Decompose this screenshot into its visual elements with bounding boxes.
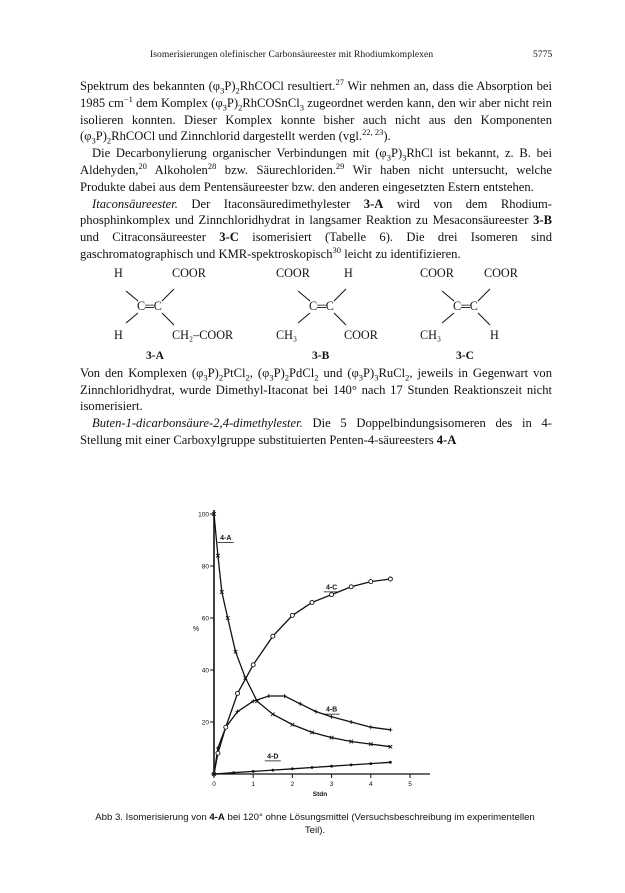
paragraph-4 — [80, 365, 552, 415]
compound-ref: 3-A — [363, 196, 384, 211]
subscript: 2 — [314, 372, 319, 383]
data-point-4-b — [330, 715, 334, 719]
text-run: Wir nehmen an, dass die Absorption bei 1985 cm — [80, 79, 553, 110]
text-run: RhCOCl resultiert. — [239, 79, 336, 93]
data-point-4-c — [290, 613, 294, 617]
citation: 29 — [335, 160, 345, 171]
x-axis-label: Stdn — [312, 791, 328, 798]
page-number: 5775 — [533, 50, 553, 60]
text-run: Von den Komplexen (φ — [80, 365, 204, 380]
data-point-4-d — [389, 761, 392, 764]
data-point-4-c — [236, 691, 240, 695]
text-run: und (φ — [318, 365, 359, 380]
series-line-4-c — [214, 579, 390, 774]
struct-a-bottom-right: CH₂–COOR — [172, 327, 234, 342]
text-run: , (φ — [249, 365, 270, 380]
text-run: P) — [226, 95, 239, 110]
data-point-4-c — [388, 577, 392, 581]
compound-ref: 3-C — [219, 230, 239, 245]
compound-ref: 3-B — [533, 213, 552, 228]
y-tick-label: 60 — [201, 615, 209, 623]
subscript: 2 — [245, 372, 250, 383]
text-run: Alkoholen — [146, 162, 208, 177]
x-tick-label: 1 — [251, 781, 256, 788]
data-point-4-c — [310, 600, 314, 604]
subscript: 3 — [91, 135, 96, 146]
text-run: Der Itaconsäuredimethylester — [177, 196, 364, 211]
subscript: 3 — [358, 372, 364, 383]
citation: 27 — [335, 76, 344, 87]
data-point-4-d — [252, 770, 255, 773]
y-tick-label: 20 — [201, 719, 209, 727]
text-run: leicht zu identifizieren. — [341, 246, 461, 261]
struct-b-label: 3-B — [312, 349, 330, 362]
y-tick-label: 40 — [201, 667, 209, 675]
struct-b-bottom-right: COOR — [344, 327, 378, 342]
isomerization-chart — [190, 500, 450, 805]
text-run: isomerisiert (Tabelle 6). Die drei Isomeren sind gaschromatographisch und KMR-spektroskopisch — [80, 230, 552, 261]
x-tick-label: 5 — [408, 781, 412, 788]
citation: 22, 23 — [362, 127, 384, 138]
data-point-4-b — [349, 720, 353, 724]
data-point-4-d — [330, 765, 333, 768]
data-point-4-d — [311, 766, 314, 769]
text-run: PtCl — [223, 365, 246, 380]
data-point-4-c — [330, 593, 334, 597]
text-run: RhCl ist bekannt, z. B. bei Aldehyden, — [80, 146, 552, 177]
data-point-4-c — [349, 585, 353, 589]
series-label-4-c: 4-C — [325, 584, 338, 592]
data-point-4-c — [369, 580, 373, 584]
data-point-4-c — [216, 751, 220, 755]
text-run: Die Decarbonylierung organischer Verbindungen mit (φ — [92, 146, 387, 161]
subscript: 3 — [402, 152, 407, 163]
caption-text: Abb 3. Isomerisierung von — [95, 812, 210, 823]
section-heading: Itaconsäureester. — [92, 196, 178, 211]
paragraph-1 — [80, 78, 552, 145]
struct-c-center: C═C — [453, 298, 478, 313]
x-tick-label: 4 — [368, 781, 373, 788]
subscript: 3 — [299, 102, 304, 113]
subscript: 2 — [218, 372, 224, 383]
struct-b-top-right: H — [344, 265, 353, 280]
struct-c-top-left: COOR — [420, 265, 454, 280]
y-tick-label: 100 — [198, 511, 209, 519]
series-label-4-b: 4-B — [325, 706, 338, 714]
text-run: zugeordnet werden kann, den wir aber nicht rein isolieren konnten. Dieser Komplex konnte bisher auch nicht aus den Komponenten (φ — [80, 95, 552, 144]
text-run: P) — [224, 79, 236, 93]
compound-ref: 4-A — [209, 812, 225, 823]
section-heading: Buten-1-dicarbonsäure-2,4-dimethylester. — [92, 416, 303, 431]
x-tick-label: 3 — [329, 781, 334, 788]
caption-text: bei 120° ohne Lösungsmittel (Versuchsbeschreibung im experimentellen Teil). — [224, 812, 535, 836]
figure-3 — [190, 500, 450, 805]
compound-ref: 4-A — [436, 432, 457, 447]
y-axis-label: % — [192, 626, 200, 633]
struct-b-top-left: COOR — [276, 265, 310, 280]
x-tick-label: 2 — [290, 781, 295, 788]
article-body — [80, 78, 552, 449]
figure-caption — [90, 811, 540, 837]
text-run: P) — [207, 365, 219, 380]
subscript: 3 — [220, 85, 225, 96]
text-run: PdCl — [289, 365, 315, 380]
text-run: Die 5 Doppelbindungsisomeren des in 4-Stellung mit einer Carboxylgruppe substituierten Penten-4-säureesters — [80, 416, 552, 447]
data-point-4-b — [267, 694, 271, 698]
data-point-4-c — [251, 663, 255, 667]
text-run: Wir haben nicht untersucht, welche Produkte dabei aus dem Pentensäureester bzw. den anderen eingesetzten Estern entstehen. — [80, 162, 553, 194]
struct-a-top-left: H — [114, 265, 123, 280]
structure-diagram — [80, 265, 552, 363]
struct-b-center: C═C — [309, 298, 334, 313]
text-run: P) — [363, 365, 375, 380]
text-run: , jeweils in Gegenwart von Zinnchloridhydrat, wurde Dimethyl-Itaconat bei 140° nach 17 Stunden Reaktionszeit nicht isomerisiert. — [80, 365, 552, 414]
subscript: 2 — [106, 135, 112, 146]
series-label-4-d: 4-D — [267, 753, 279, 761]
data-point-4-d — [271, 769, 274, 772]
data-point-4-b — [388, 728, 392, 732]
struct-a-bottom-left: H — [114, 327, 123, 342]
struct-c-label: 3-C — [456, 349, 474, 362]
subscript: 2 — [284, 372, 290, 383]
text-run: wird von dem Rhodium-phosphinkomplex und Zinnchloridhydrat in langsamer Reaktion zu Mesaconsäureester — [80, 196, 552, 228]
paragraph-3 — [80, 196, 552, 263]
x-tick-label: 0 — [212, 781, 216, 788]
data-point-4-d — [369, 762, 372, 765]
subscript: 2 — [238, 102, 243, 113]
struct-a-label: 3-A — [146, 349, 164, 362]
citation: 28 — [207, 160, 217, 171]
text-run: dem Komplex (φ — [132, 95, 223, 110]
struct-c-top-right: COOR — [484, 265, 518, 280]
data-point-4-d — [213, 773, 216, 776]
text-run: P) — [390, 146, 403, 161]
text-run: bzw. Säurechloriden. — [216, 162, 336, 177]
paragraph-5 — [80, 415, 552, 449]
text-run: und Citraconsäureester — [80, 230, 220, 245]
subscript: 3 — [374, 372, 379, 383]
running-title: Isomerisierungen olefinischer Carbonsäureester mit Rhodiumkomplexen — [150, 50, 434, 60]
data-point-4-b — [369, 725, 373, 729]
text-run: ). — [383, 129, 391, 144]
struct-c-bottom-right: H — [490, 327, 499, 342]
subscript: 3 — [269, 372, 274, 383]
data-point-4-c — [224, 725, 228, 729]
text-run: Spektrum des bekannten (φ — [80, 79, 221, 93]
paragraph-2 — [80, 145, 552, 195]
struct-a-center: C═C — [137, 298, 162, 313]
text-run: P) — [273, 365, 285, 380]
citation: 30 — [332, 244, 342, 255]
subscript: 2 — [405, 372, 410, 383]
subscript: 3 — [386, 152, 391, 163]
series-line-4-d — [214, 762, 390, 774]
data-point-4-d — [291, 767, 294, 770]
text-run: RhCOSnCl — [242, 95, 300, 110]
series-line-4-a — [214, 514, 390, 747]
text-run: P) — [95, 129, 107, 144]
struct-b-bottom-left: CH₃ — [276, 327, 298, 342]
data-point-4-d — [232, 771, 235, 774]
y-tick-label: 80 — [201, 563, 209, 571]
data-point-4-c — [271, 634, 275, 638]
series-line-4-b — [214, 696, 390, 774]
data-point-4-d — [350, 764, 353, 767]
series-label-4-a: 4-A — [220, 535, 232, 542]
subscript: 3 — [222, 102, 227, 113]
subscript: 3 — [203, 372, 208, 383]
struct-a-top-right: COOR — [172, 265, 206, 280]
superscript: −1 — [123, 93, 133, 104]
subscript: 2 — [235, 85, 240, 96]
citation: 20 — [138, 160, 147, 171]
struct-c-bottom-left: CH₃ — [420, 327, 442, 342]
text-run: RuCl — [378, 365, 406, 380]
text-run: RhCOCl und Zinnchlorid dargestellt werden (vgl. — [111, 129, 363, 144]
